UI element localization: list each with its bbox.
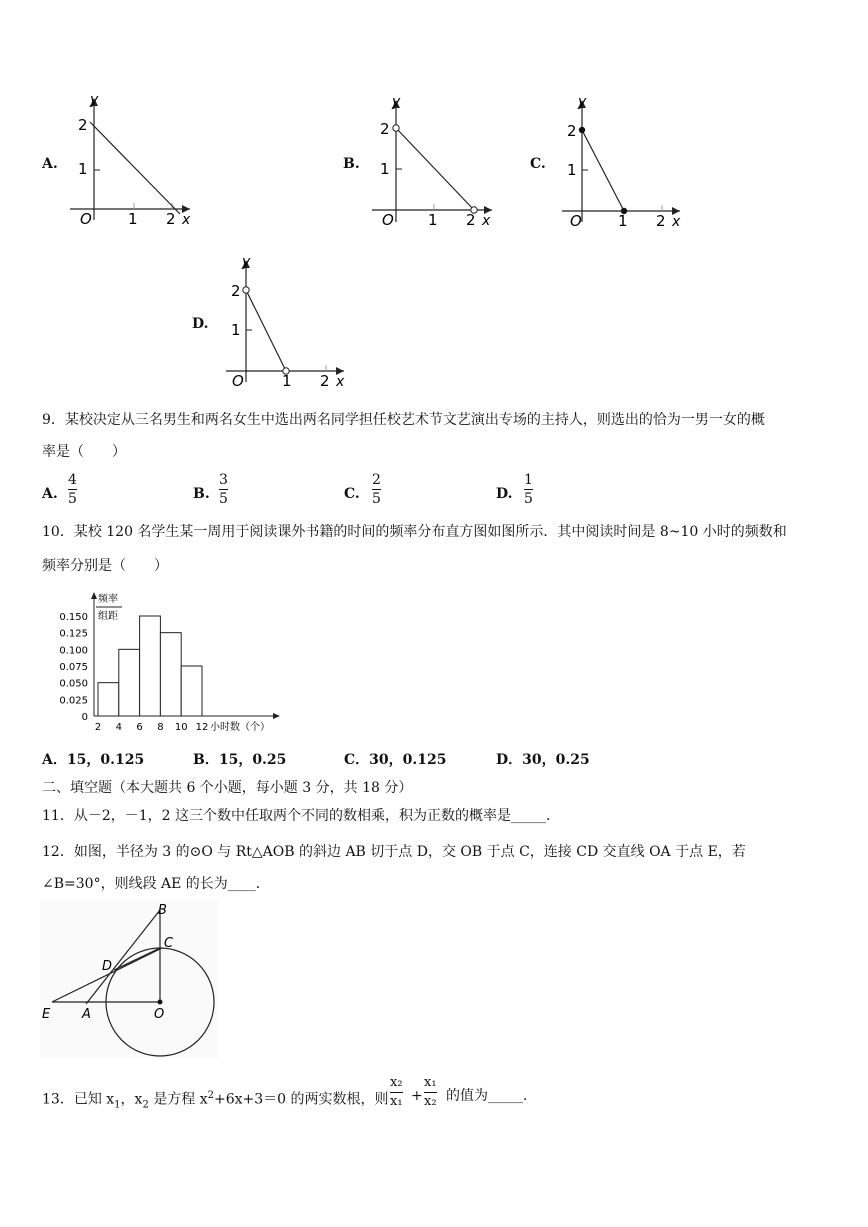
q9-option-b-label: B.	[193, 486, 210, 502]
histogram-bar	[119, 649, 140, 716]
y-tick-label: 0.125	[59, 628, 88, 640]
q12-figure	[40, 900, 220, 1060]
histogram-bar	[160, 633, 181, 716]
histogram-chart	[40, 588, 300, 738]
q12-line2: ∠B=30°，则线段 AE 的长为____．	[42, 876, 270, 892]
q9-option-a-fraction: 4 5	[68, 472, 77, 507]
y-tick-label: 0.100	[59, 645, 88, 657]
graph-a	[62, 88, 202, 228]
option-a-label: A.	[42, 156, 58, 172]
q10-option-a: A．15，0.125	[42, 752, 145, 768]
graph-d	[218, 252, 358, 392]
fig12-o: O	[154, 1007, 165, 1022]
graph-b-y: y	[392, 94, 401, 110]
graph-b-x: x	[482, 213, 491, 229]
q13-plus: +	[411, 1088, 423, 1104]
q13-fraction-1: x₂ x₁	[390, 1075, 403, 1109]
graph-a-x: x	[182, 212, 191, 228]
graph-a-x1: 1	[128, 210, 138, 228]
graph-c-x2: 2	[656, 212, 666, 230]
q13-text: 13．已知 $x_1$，$x_2$ 是方程 $x^2+6x+3=0$ 的两实数根，则	[42, 1090, 389, 1111]
q9-option-b-fraction: 3 5	[219, 472, 228, 507]
graph-d-y: y	[242, 254, 251, 270]
option-b-label: B.	[343, 156, 360, 172]
q9-option-c-label: C.	[344, 486, 360, 502]
q10-option-d: D．30，0.25	[496, 752, 590, 768]
y-tick-label: 0.150	[59, 612, 88, 623]
graph-d-x: x	[336, 374, 345, 390]
q12-line1: 12．如图，半径为 3 的⊙O 与 Rt△AOB 的斜边 AB 切于点 D，交 OB 于点 C，连接 CD 交直线 OA 于点 E，若	[42, 844, 746, 860]
q10-option-c: C．30，0.125	[344, 752, 447, 768]
graph-c-x1: 1	[618, 212, 628, 230]
graph-b-x2: 2	[466, 211, 476, 229]
graph-a-2: 2	[78, 116, 88, 134]
q10-line2: 频率分别是（ ）	[42, 558, 168, 574]
fig12-b: B	[158, 903, 167, 918]
q9-option-a-label: A.	[42, 486, 58, 502]
histogram-bar	[98, 683, 119, 716]
x-tick-label: 12	[195, 722, 209, 733]
graph-c-2: 2	[567, 122, 577, 140]
graph-b-x1: 1	[428, 211, 438, 229]
fig12-c: C	[164, 936, 174, 951]
graph-a-x2: 2	[166, 210, 176, 228]
q9-line1: 9．某校决定从三名男生和两名女生中选出两名同学担任校艺术节文艺演出专场的主持人，则选出的恰为一男一女的概	[42, 412, 765, 428]
graph-d-x1: 1	[282, 372, 292, 390]
graph-d-o: O	[232, 372, 244, 390]
q9-line2: 率是（ ）	[42, 444, 126, 460]
histogram-bar	[181, 666, 202, 716]
q11-text: 11．从－2，－1，2 这三个数中任取两个不同的数相乘，积为正数的概率是_____．	[42, 808, 560, 824]
option-c-label: C.	[530, 156, 546, 172]
x-axis-arrow	[273, 713, 280, 719]
x-tick-label: 8	[157, 722, 164, 733]
graph-c-x: x	[672, 214, 681, 230]
q10-option-b: B．15，0.25	[193, 752, 287, 768]
graph-c-y: y	[578, 94, 587, 110]
graph-a-1: 1	[78, 160, 88, 178]
y-tick-label: 0	[81, 712, 88, 723]
y-tick-label: 0.025	[59, 695, 88, 707]
graph-c-1: 1	[567, 161, 577, 179]
y-axis-arrow	[91, 592, 97, 599]
graph-d-1: 1	[231, 321, 241, 339]
q9-option-c-fraction: 2 5	[372, 472, 381, 507]
graph-b	[362, 92, 502, 232]
graph-b-1: 1	[380, 160, 390, 178]
y-label-bottom: 组距	[98, 611, 118, 622]
section2-title: 二、填空题（本大题共 6 个小题，每小题 3 分，共 18 分）	[42, 780, 413, 796]
x-tick-label: 2	[94, 722, 102, 733]
graph-b-2: 2	[380, 120, 390, 138]
graph-c-o: O	[570, 212, 582, 230]
fig12-a: A	[82, 1007, 91, 1022]
y-tick-label: 0.075	[59, 662, 88, 673]
fig12-d: D	[102, 959, 113, 974]
graph-a-y: y	[90, 92, 99, 108]
fig12-e: E	[42, 1007, 51, 1022]
q10-line1: 10．某校 120 名学生某一周用于阅读课外书籍的时间的频率分布直方图如图所示．其中阅读时间是 8~10 小时的频数和	[42, 524, 787, 540]
q13-post: 的值为_____．	[446, 1088, 537, 1104]
q9-option-d-label: D.	[496, 486, 513, 502]
graph-c	[552, 92, 692, 232]
y-label-top: 频率	[98, 594, 118, 605]
x-tick-label: 4	[115, 722, 122, 733]
x-tick-label: 10	[174, 722, 188, 733]
q9-option-d-fraction: 1 5	[524, 472, 533, 507]
q13-fraction-2: x₁ x₂	[424, 1075, 437, 1109]
graph-d-x2: 2	[320, 372, 330, 390]
option-d-label: D.	[192, 316, 209, 332]
graph-b-o: O	[382, 211, 394, 229]
histogram-bar	[140, 616, 161, 716]
graph-a-o: O	[80, 210, 92, 228]
x-tick-label: 6	[136, 722, 143, 733]
graph-d-2: 2	[231, 282, 241, 300]
x-axis-label: 小时数（个）	[210, 722, 270, 733]
y-tick-label: 0.050	[59, 678, 88, 690]
